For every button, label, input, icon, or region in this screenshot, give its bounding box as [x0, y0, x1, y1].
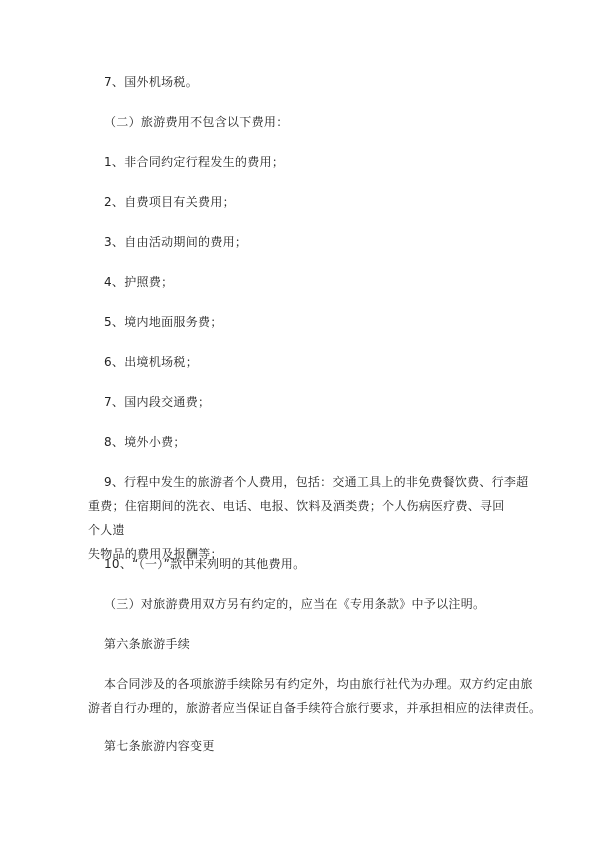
- paragraph-line: 本合同涉及的各项旅游手续除另有约定外，均由旅行社代为办理。双方约定由旅: [104, 677, 533, 691]
- article-heading-6: 第六条旅游手续: [104, 637, 191, 651]
- paragraph-line: 失物品的费用及报酬等；: [88, 547, 223, 561]
- article-6-body: [88, 672, 542, 720]
- paragraph-line: 9、行程中发生的旅游者个人费用，包括：交通工具上的非免费餐饮费、行李超: [104, 475, 529, 489]
- list-item-5: 5、境内地面服务费；: [104, 315, 223, 329]
- list-item-6: 6、出境机场税；: [104, 355, 199, 369]
- section-paragraph-agreed-fees: （三）对旅游费用双方另有约定的，应当在《专用条款》中予以注明。: [104, 597, 486, 611]
- list-item-4: 4、护照费；: [104, 275, 174, 289]
- list-item-1: 1、非合同约定行程发生的费用；: [104, 155, 285, 169]
- list-item-9-personal-expenses: [88, 470, 529, 566]
- article-heading-7: 第七条旅游内容变更: [104, 739, 215, 753]
- list-item-10: 10、“（一）”款中未列明的其他费用。: [104, 557, 306, 571]
- paragraph-line: 游者自行办理的，旅游者应当保证自备手续符合旅行要求，并承担相应的法律责任。: [88, 701, 542, 715]
- paragraph-item-7-foreign-airport-tax: 7、国外机场税。: [104, 75, 199, 89]
- list-item-2: 2、自费项目有关费用；: [104, 195, 235, 209]
- list-item-3: 3、自由活动期间的费用；: [104, 235, 248, 249]
- list-item-8: 8、境外小费；: [104, 435, 186, 449]
- paragraph-line: 重费；住宿期间的洗衣、电话、电报、饮料及酒类费；个人伤病医疗费、寻回个人遗: [88, 499, 505, 537]
- section-heading-excluded-fees: （二）旅游费用不包含以下费用：: [104, 115, 289, 129]
- list-item-7: 7、国内段交通费；: [104, 395, 211, 409]
